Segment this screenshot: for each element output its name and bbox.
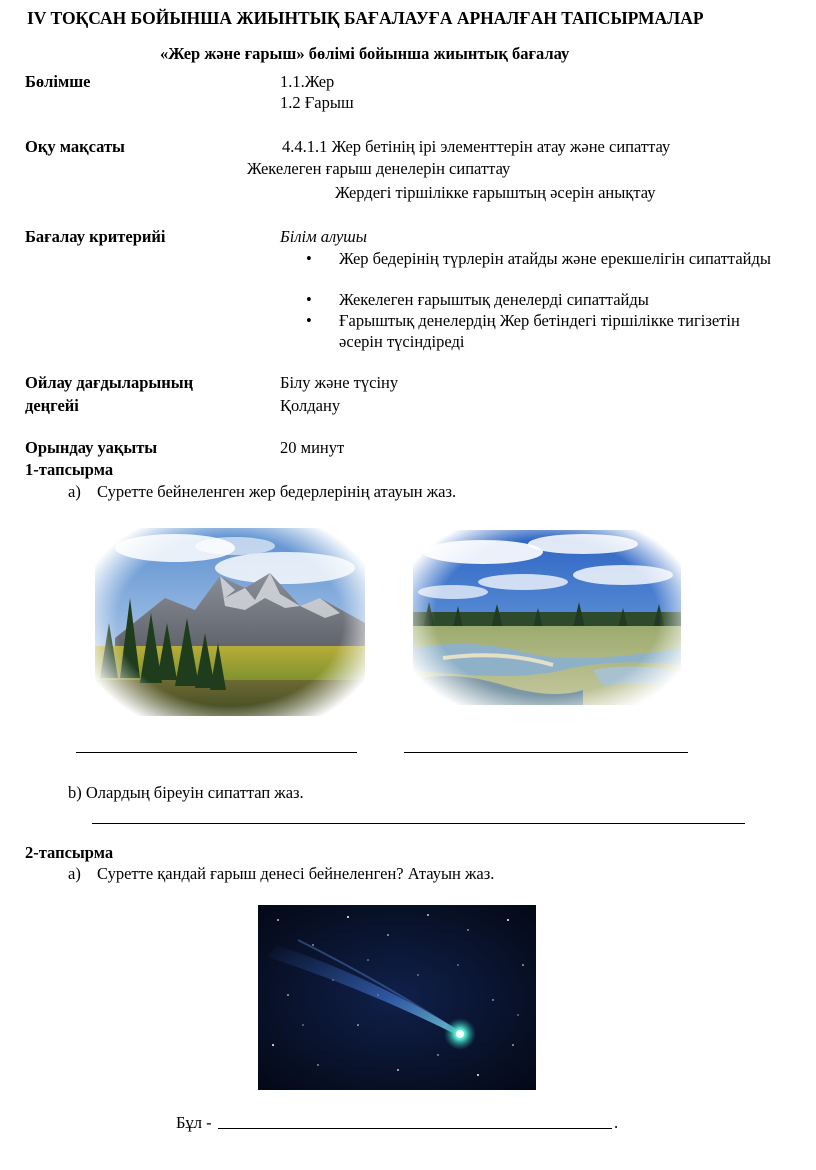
answer-line-3[interactable] — [92, 823, 745, 824]
thinking-value-2: Қолдану — [280, 396, 341, 415]
section-value-1: 1.1.Жер — [280, 72, 335, 91]
criteria-bullet-2 — [306, 290, 776, 311]
criteria-label: Бағалау критерийі — [25, 227, 166, 246]
answer-line-1[interactable] — [76, 752, 357, 753]
bullet-icon: • — [306, 290, 312, 309]
plain-lake-landscape-photo — [413, 530, 681, 705]
criteria-intro: Білім алушы — [280, 227, 367, 246]
comet-photo — [258, 905, 536, 1090]
thinking-value-1: Білу және түсіну — [280, 373, 399, 392]
objective-value-3: Жердегі тіршілікке ғарыштың әсерін анықтау — [335, 183, 656, 202]
task1-title: 1-тапсырма — [25, 460, 114, 479]
answer-line-2[interactable] — [404, 752, 688, 753]
mountain-landscape-photo — [95, 528, 365, 716]
criteria-bullet-text: Жекелеген ғарыштық денелерді сипаттайды — [339, 290, 649, 309]
bullet-icon: • — [306, 249, 312, 268]
task2-a-text: Суретте қандай ғарыш денесі бейнеленген? Атауын жаз. — [97, 864, 495, 883]
criteria-bullet-text: Жер бедерінің түрлерін атайды және ерекшелігін сипаттайды — [339, 249, 771, 268]
answer-prefix: Бұл - — [176, 1113, 212, 1132]
task1-b-text: b) Олардың біреуін сипаттап жаз. — [68, 783, 304, 802]
answer-suffix: . — [614, 1113, 619, 1132]
thinking-label-line2: деңгейі — [25, 396, 79, 415]
time-value: 20 минут — [280, 438, 345, 457]
task1-a-text: Суретте бейнеленген жер бедерлерінің атауын жаз. — [97, 482, 457, 501]
criteria-bullet-3 — [306, 311, 776, 352]
section-value-2: 1.2 Ғарыш — [280, 93, 354, 112]
answer-line-4[interactable] — [218, 1128, 612, 1129]
subtitle: «Жер және ғарыш» бөлімі бойынша жиынтық бағалау — [160, 44, 570, 63]
objective-label: Оқу мақсаты — [25, 137, 125, 156]
task2-title: 2-тапсырма — [25, 843, 114, 862]
thinking-label-line1: Ойлау дағдыларының — [25, 373, 194, 392]
criteria-bullet-text: Ғарыштық денелердің Жер бетіндегі тіршілікке тигізетін әсерін түсіндіреді — [339, 311, 740, 351]
objective-value-1: 4.4.1.1 Жер бетінің ірі элементтерін атау және сипаттау — [282, 137, 671, 156]
task2-a-marker: а) — [68, 864, 81, 883]
main-title: IV ТОҚСАН БОЙЫНША ЖИЫНТЫҚ БАҒАЛАУҒА АРНАЛҒАН ТАПСЫРМАЛАР — [27, 8, 704, 28]
task1-a-marker: а) — [68, 482, 81, 501]
section-label: Бөлімше — [25, 72, 91, 91]
criteria-bullet-1 — [306, 249, 776, 270]
bullet-icon: • — [306, 311, 312, 330]
objective-value-2: Жекелеген ғарыш денелерін сипаттау — [247, 159, 511, 178]
time-label: Орындау уақыты — [25, 438, 158, 457]
